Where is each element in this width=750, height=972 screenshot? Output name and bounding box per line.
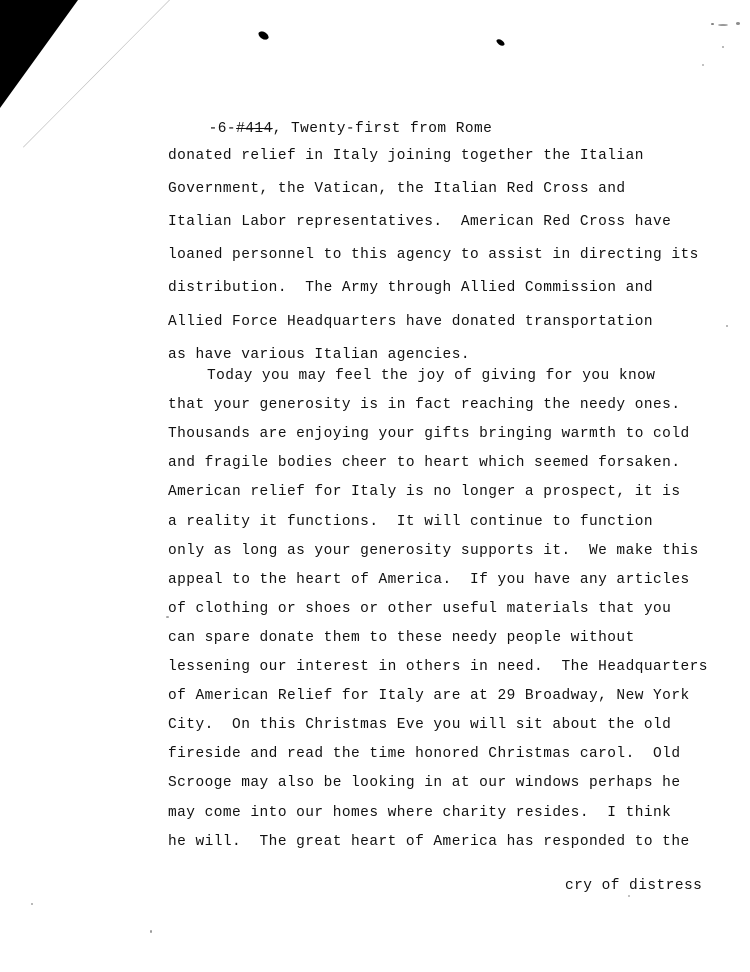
text-line: loaned personnel to this agency to assist in directing its — [168, 247, 699, 264]
scan-speck — [31, 903, 33, 905]
ink-blot-mark — [257, 29, 270, 41]
scan-speck — [628, 895, 630, 897]
scan-speck — [722, 46, 724, 48]
text-line: Today you may feel the joy of giving for you know — [207, 368, 656, 384]
scan-speck — [711, 23, 714, 25]
scan-speck — [150, 930, 152, 933]
text-line: American relief for Italy is no longer a prospect, it is — [168, 484, 681, 501]
text-line: appeal to the heart of America. If you have any articles — [168, 571, 690, 588]
text-line: as have various Italian agencies. — [168, 346, 470, 363]
closing-line: cry of distress — [565, 878, 703, 894]
header-title: , Twenty-first from Rome — [272, 121, 493, 137]
text-line: Scrooge may also be looking in at our windows perhaps he — [168, 775, 681, 792]
text-line: Government, the Vatican, the Italian Red Cross and — [168, 181, 626, 198]
scan-speck — [736, 22, 740, 25]
text-line: may come into our homes where charity resides. I think — [168, 804, 672, 821]
text-line: of American Relief for Italy are at 29 Broadway, New York — [168, 688, 690, 705]
text-line: donated relief in Italy joining together the Italian — [168, 148, 644, 164]
text-line: distribution. The Army through Allied Commission and — [168, 280, 654, 297]
text-line: that your generosity is in fact reaching the needy ones. — [168, 397, 681, 414]
text-line: and fragile bodies cheer to heart which seemed forsaken. — [168, 455, 681, 472]
text-line: lessening our interest in others in need. The Headquarters — [168, 659, 708, 675]
text-line: of clothing or shoes or other useful materials that you — [168, 600, 672, 617]
text-line: only as long as your generosity supports it. We make this — [168, 542, 699, 559]
text-line: he will. The great heart of America has responded to the — [168, 833, 690, 850]
text-line: a reality it functions. It will continue to function — [168, 513, 654, 530]
scan-speck — [726, 325, 728, 327]
page-crease-line — [13, 0, 182, 147]
text-line: Italian Labor representatives. American Red Cross have — [168, 214, 672, 231]
text-line: Thousands are enjoying your gifts bringing warmth to cold — [168, 426, 690, 443]
scan-speck — [718, 24, 728, 26]
ink-blot-mark — [495, 38, 505, 47]
page-marker: -6- — [208, 121, 237, 137]
scan-speck — [702, 64, 704, 66]
page-header — [172, 105, 492, 153]
document-number: #414 — [236, 121, 273, 137]
text-line: can spare donate them to these needy people without — [168, 629, 635, 646]
text-line: City. On this Christmas Eve you will sit about the old — [168, 717, 672, 734]
text-line: Allied Force Headquarters have donated transportation — [168, 313, 654, 330]
text-line: fireside and read the time honored Christmas carol. Old — [168, 746, 681, 763]
